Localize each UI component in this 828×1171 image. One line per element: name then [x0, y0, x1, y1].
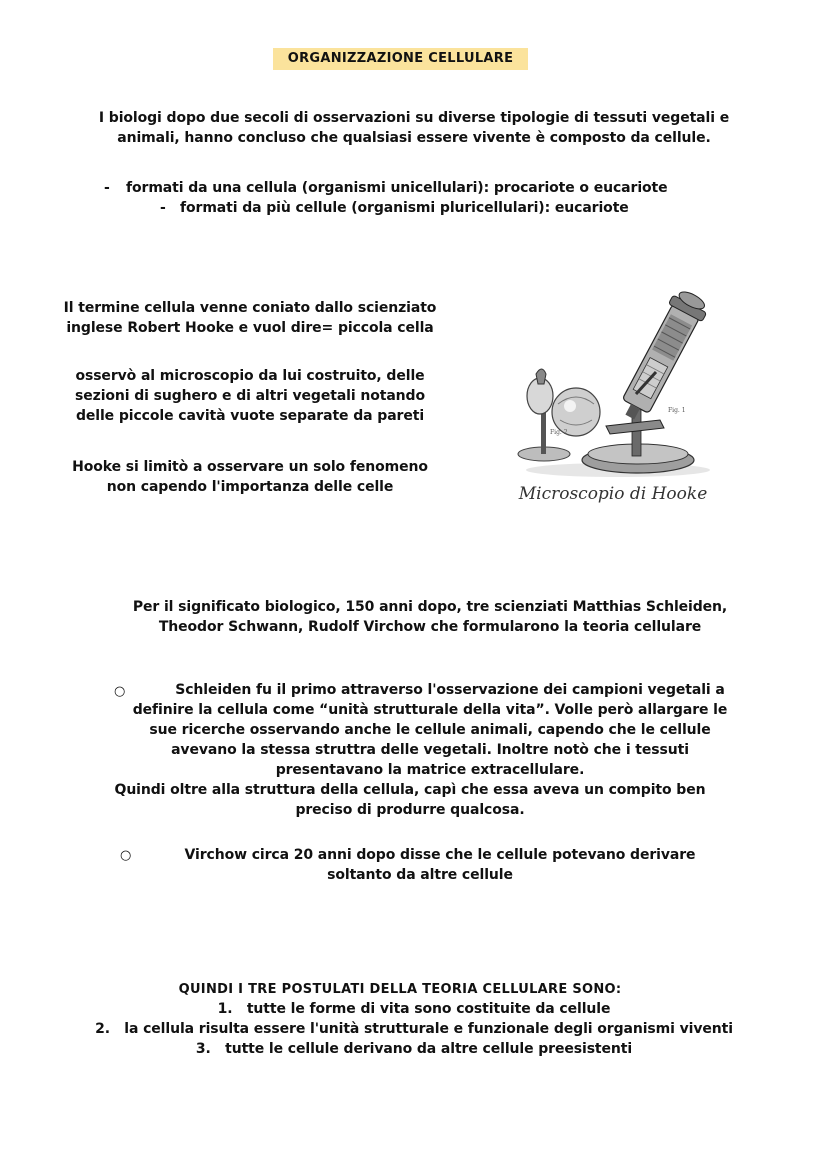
text-line: Hooke si limitò a osservare un solo fenomeno: [72, 459, 428, 475]
text-line: Quindi oltre alla struttura della cellula, capì che essa aveva un compito ben: [114, 782, 706, 798]
text-line: Virchow circa 20 anni dopo disse che le cellule potevano derivare: [184, 847, 696, 863]
postulati-list: [40, 999, 788, 1059]
item-number: 1.: [217, 1001, 233, 1017]
list-item: [104, 178, 744, 198]
item-text: tutte le forme di vita sono costituite da cellule: [246, 1001, 611, 1017]
text-line: Schleiden fu il primo attraverso l'osservazione dei campioni vegetali a: [175, 682, 725, 698]
microscope-icon: [508, 284, 718, 484]
list-item: [104, 198, 744, 218]
dash-marker: -: [160, 200, 166, 216]
postulati-heading: QUINDI I TRE POSTULATI DELLA TEORIA CELLULARE SONO:: [178, 982, 622, 997]
intro-paragraph: [40, 108, 788, 148]
text-line: sue ricerche osservando anche le cellule animali, capendo che le cellule: [149, 722, 711, 738]
page-title: ORGANIZZAZIONE CELLULARE: [273, 48, 528, 70]
hooke-paragraph-1: [40, 298, 460, 338]
intro-line: I biologi dopo due secoli di osservazioni su diverse tipologie di tessuti vegetali e: [98, 110, 730, 126]
text-line: sezioni di sughero e di altri vegetali notando: [75, 388, 425, 404]
item-text: la cellula risulta essere l'unità strutturale e funzionale degli organismi viventi: [124, 1021, 733, 1037]
circle-bullet-icon: ○: [120, 848, 132, 863]
hooke-paragraph-2: [40, 366, 460, 426]
intro-line: animali, hanno concluso che qualsiasi essere vivente è composto da cellule.: [117, 130, 711, 146]
significato-paragraph: [60, 597, 800, 637]
organisms-list: [104, 178, 744, 218]
list-item: [40, 1019, 788, 1039]
circle-bullet-icon: ○: [114, 684, 126, 699]
list-item-text: formati da una cellula (organismi unicellulari): procariote o eucariote: [126, 180, 668, 196]
svg-text:Fig. 1: Fig. 1: [668, 407, 686, 414]
text-line: osservò al microscopio da lui costruito, delle: [75, 368, 425, 384]
image-caption: Microscopio di Hooke: [518, 484, 708, 504]
schleiden-paragraph: [60, 680, 800, 780]
text-line: Theodor Schwann, Rudolf Virchow che formularono la teoria cellulare: [158, 619, 702, 635]
list-item: [40, 1039, 788, 1059]
text-line: non capendo l'importanza delle celle: [106, 479, 394, 495]
list-item: [40, 999, 788, 1019]
text-line: presentavano la matrice extracellulare.: [275, 762, 585, 778]
hooke-paragraph-3: [40, 457, 460, 497]
item-number: 2.: [95, 1021, 110, 1037]
text-line: soltanto da altre cellule: [327, 867, 513, 883]
svg-text:Fig. 2: Fig. 2: [550, 429, 568, 436]
item-text: tutte le cellule derivano da altre cellule preesistenti: [225, 1041, 633, 1057]
text-line: Per il significato biologico, 150 anni dopo, tre scienziati Matthias Schleiden,: [132, 599, 728, 615]
text-line: Il termine cellula venne coniato dallo scienziato: [63, 300, 437, 316]
text-line: delle piccole cavità vuote separate da pareti: [75, 408, 425, 424]
list-item-text: formati da più cellule (organismi pluricellulari): eucariote: [180, 200, 629, 216]
text-line: avevano la stessa struttra delle vegetali. Inoltre notò che i tessuti: [171, 742, 689, 758]
text-line: inglese Robert Hooke e vuol dire= piccola cella: [66, 320, 434, 336]
item-number: 3.: [195, 1041, 211, 1057]
microscope-illustration: [508, 284, 718, 484]
schleiden-conclusion: [40, 780, 780, 820]
text-line: preciso di produrre qualcosa.: [295, 802, 525, 818]
text-line: definire la cellula come “unità strutturale della vita”. Volle però allargare le: [132, 702, 728, 718]
dash-marker: -: [104, 180, 110, 196]
virchow-paragraph: [60, 845, 780, 885]
